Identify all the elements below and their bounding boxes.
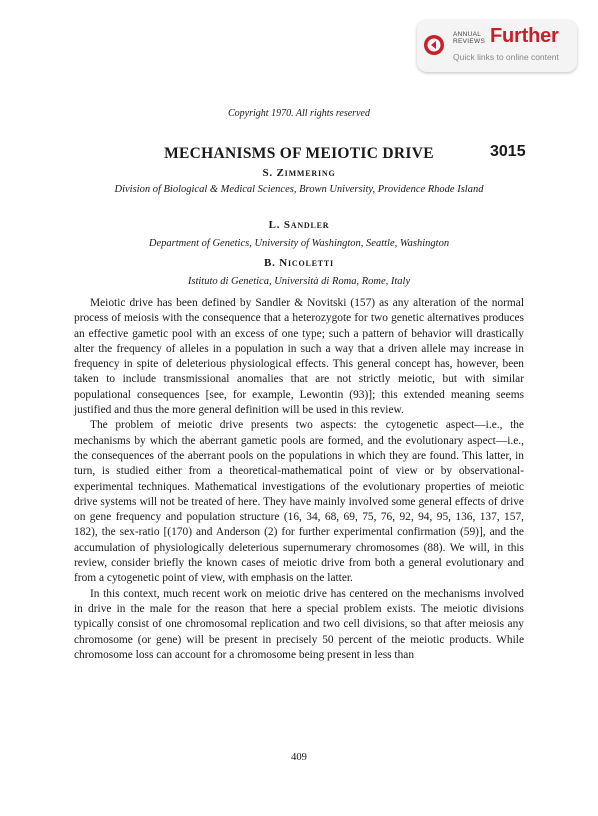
article-body <box>74 296 524 663</box>
annual-reviews-logo-icon <box>423 34 445 56</box>
author-name: L. Sandler <box>268 219 330 231</box>
body-paragraph: Meiotic drive has been defined by Sandler & Novitski (157) as any alteration of the normal process of meiosis with the consequence that a heterozygote for two genetic alternatives produces an effective gametic pool with an excess of one type; such a pattern of behavior will drastically alter the frequency of alleles in a population in such a way that a driven allele may increase in frequency in spite of deleterious physiological effects. This general concept has, however, been taken to include transmissional anomalies that are not strictly meiotic, but with similar populational consequences [see, for example, Lewontin (93)]; this extended meaning seems justified and thus the more general definition will be used in this review. <box>74 297 524 417</box>
further-links-badge[interactable] <box>417 20 577 72</box>
author-affiliation: Division of Biological & Medical Sciences, Brown University, Providence Rhode Island <box>114 184 484 195</box>
page-number: 409 <box>291 752 307 763</box>
quick-links-label: Quick links to online content <box>453 52 559 62</box>
author-name: B. Nicoletti <box>264 257 334 269</box>
body-paragraph: In this context, much recent work on meiotic drive has centered on the mechanisms involved in drive in the male for the reason that here a special problem exists. The meiotic divisions typically consist of one chromosomal replication and two cell divisions, so that after meiosis any chromosome (or gene) will be present in precisely 50 percent of the meiotic products. While chromosome loss can account for a chromosome being present in less than <box>74 587 524 661</box>
page-code: 3015 <box>490 143 526 160</box>
further-label: Further <box>490 25 559 47</box>
article-title: MECHANISMS OF MEIOTIC DRIVE <box>164 145 434 162</box>
copyright-notice: Copyright 1970. All rights reserved <box>228 108 370 119</box>
author-affiliation: Department of Genetics, University of Washington, Seattle, Washington <box>148 238 450 249</box>
annual-reviews-label: ANNUAL REVIEWS <box>453 31 486 45</box>
author-name: S. Zimmering <box>262 167 336 179</box>
author-affiliation: Istituto di Genetica, Università di Roma, Rome, Italy <box>187 276 411 287</box>
body-paragraph: The problem of meiotic drive presents two aspects: the cytogenetic aspect—i.e., the mechanisms by which the aberrant gametic pools are formed, and the evolutionary aspect—i.e., the consequences of the aberrant pools on the populations in which they are found. This latter, in turn, is studied either from a theoretical-mathematical point of view or by observational-experimental techniques. Mathematical investigations of the evolutionary properties of meiotic drive systems will not be treated of here. They have mainly involved some general effects of drive on gene frequency and population structure (16, 34, 68, 69, 75, 76, 92, 94, 95, 136, 137, 157, 182), the sex-ratio [(170) and Anderson (2) for further experimental confirmation (59)], and the accumulation of physiologically deleterious supernumerary chromosomes (88). We will, in this review, consider briefly the known cases of meiotic drive from both a general evolutionary and from a cytogenetic point of view, with emphasis on the latter. <box>74 419 524 585</box>
